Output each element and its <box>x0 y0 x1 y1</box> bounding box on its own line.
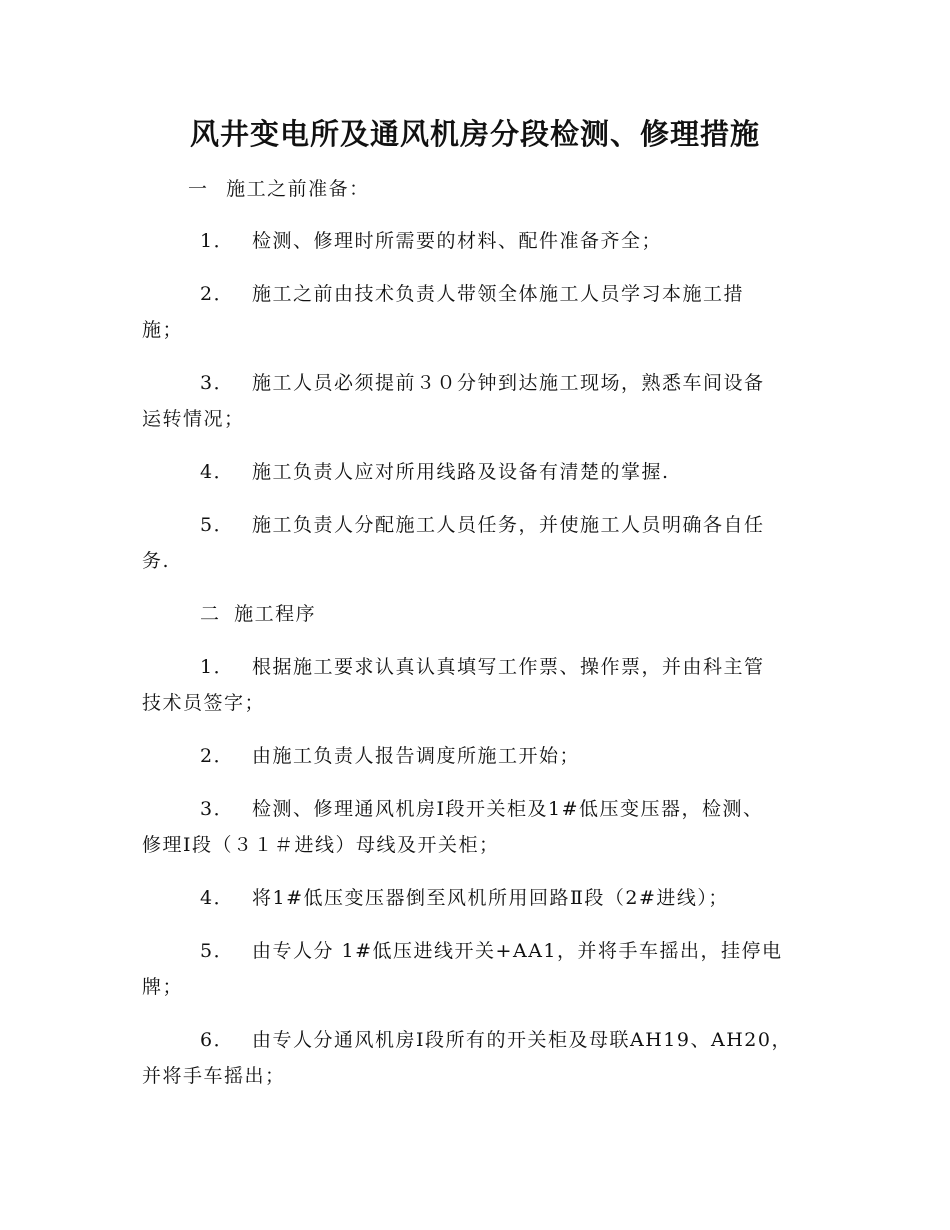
item-text-continued: 施； <box>142 319 184 341</box>
list-item <box>200 279 744 306</box>
section-heading-text: 施工之前准备： <box>226 178 370 200</box>
item-text: 根据施工要求认真认真填写工作票、操作票，并由科主管 <box>252 656 765 678</box>
item-text-continued: 务. <box>142 550 171 572</box>
list-item <box>200 368 765 395</box>
item-text: 由专人分通风机房Ⅰ段所有的开关柜及母联AH19、AH20， <box>252 1029 792 1051</box>
item-number: 3． <box>200 798 235 820</box>
item-text: 施工负责人分配施工人员任务，并使施工人员明确各自任 <box>252 514 765 536</box>
item-number: 1． <box>200 656 235 678</box>
item-number: 4． <box>200 461 235 483</box>
item-text: 将1#低压变压器倒至风机所用回路Ⅱ段（2#进线）； <box>252 887 729 909</box>
item-text-continued: 并将手车摇出； <box>142 1065 286 1087</box>
list-item <box>200 1025 792 1052</box>
list-item <box>200 457 670 484</box>
item-text-continued: 牌； <box>142 976 184 998</box>
section-number: 二 <box>200 603 221 625</box>
item-text: 施工人员必须提前３０分钟到达施工现场，熟悉车间设备 <box>252 372 765 394</box>
item-number: 4． <box>200 887 235 909</box>
item-number: 6． <box>200 1029 235 1051</box>
item-text: 由施工负责人报告调度所施工开始； <box>252 745 581 767</box>
section-heading <box>200 599 316 626</box>
section-number: 一 <box>188 178 209 200</box>
item-number: 2． <box>200 283 235 305</box>
item-text-continued: 技术员签字； <box>142 692 266 714</box>
document-title: 风井变电所及通风机房分段检测、修理措施 <box>189 117 760 151</box>
item-text: 检测、修理时所需要的材料、配件准备齐全； <box>252 230 663 252</box>
item-text-continued: 修理Ⅰ段（３１＃进线）母线及开关柜； <box>142 834 500 856</box>
list-item <box>200 794 764 821</box>
item-text: 施工负责人应对所用线路及设备有清楚的掌握. <box>252 461 670 483</box>
item-number: 1． <box>200 230 235 252</box>
item-number: 2． <box>200 745 235 767</box>
list-item <box>200 226 662 253</box>
item-number: 5． <box>200 940 235 962</box>
section-heading <box>188 174 370 201</box>
item-number: 3． <box>200 372 235 394</box>
list-item <box>200 883 729 910</box>
item-text: 由专人分 1#低压进线开关+AA1，并将手车摇出，挂停电 <box>252 940 783 962</box>
item-text: 施工之前由技术负责人带领全体施工人员学习本施工措 <box>252 283 745 305</box>
list-item <box>200 510 765 537</box>
section-heading-text: 施工程序 <box>234 603 317 625</box>
list-item <box>200 652 765 679</box>
item-text: 检测、修理通风机房Ⅰ段开关柜及1#低压变压器，检测、 <box>252 798 764 820</box>
list-item <box>200 936 783 963</box>
list-item <box>200 741 580 768</box>
item-number: 5． <box>200 514 235 536</box>
item-text-continued: 运转情况； <box>142 408 245 430</box>
